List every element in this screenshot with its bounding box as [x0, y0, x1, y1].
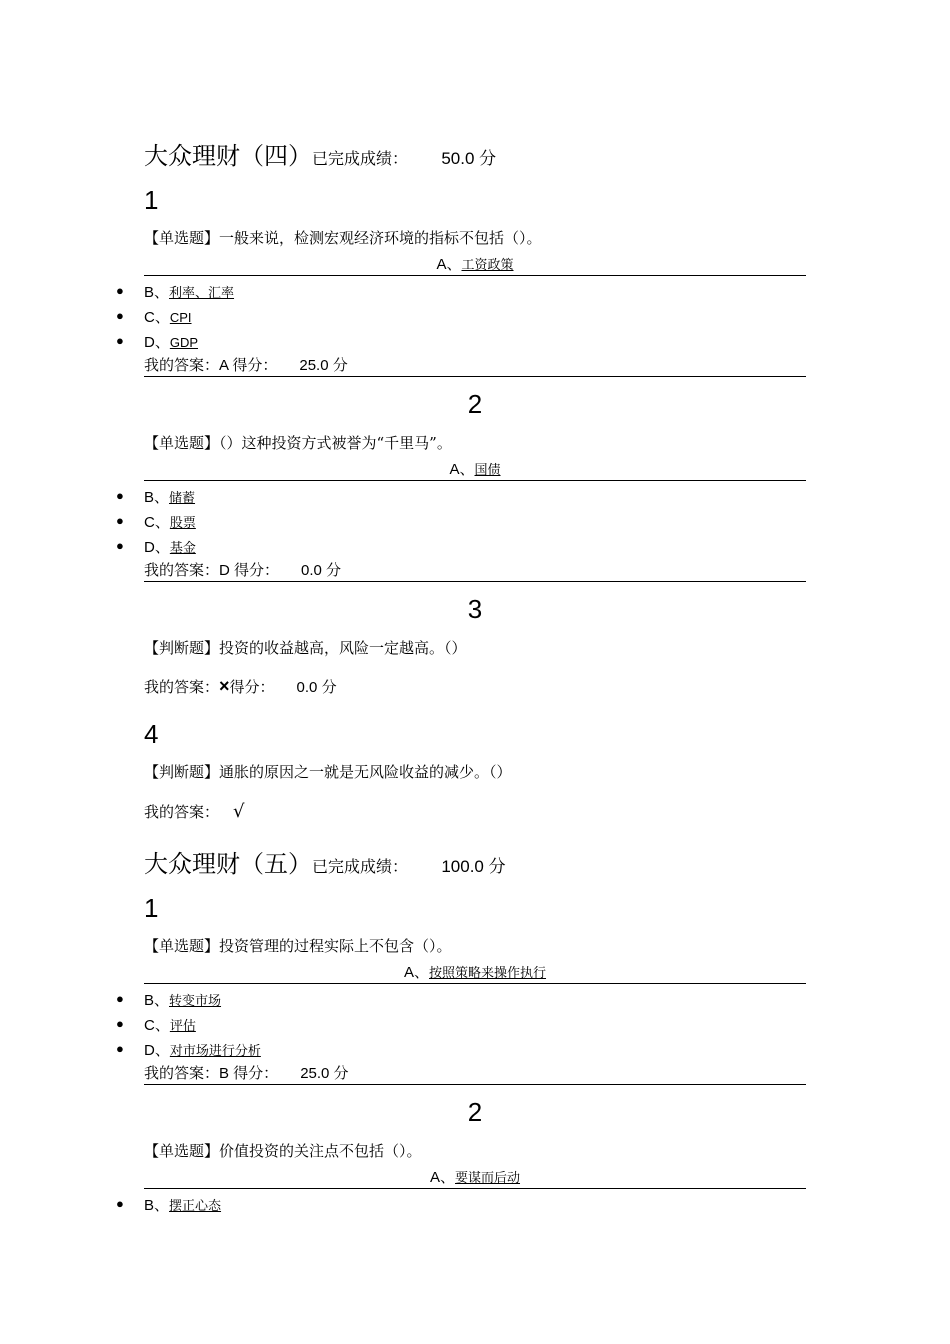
option-d: D、GDP	[144, 334, 199, 351]
question-text: 【单选题】投资管理的过程实际上不包含（）。	[144, 937, 452, 955]
divider	[144, 983, 806, 984]
option-d: D、对市场进行分析	[144, 1042, 261, 1059]
question-number: 3	[467, 594, 483, 624]
my-answer: 我的答案：B 得分： 25.0 分	[144, 1065, 349, 1082]
check-mark-icon: √	[233, 801, 245, 822]
question-text: 【判断题】通胀的原因之一就是无风险收益的减少。（）	[144, 763, 512, 781]
option-a: A、工资政策	[436, 256, 514, 273]
section-title: 大众理财（四）已完成成绩： 50.0 分	[144, 142, 497, 170]
option-b: B、转变市场	[144, 992, 222, 1009]
my-answer: 我的答案：×得分： 0.0 分	[144, 676, 337, 696]
bullet: ●	[116, 1016, 124, 1031]
option-a: A、要谋而后动	[429, 1169, 521, 1186]
bullet: ●	[116, 538, 124, 553]
divider	[144, 376, 806, 377]
bullet: ●	[116, 488, 124, 503]
option-b: B、利率、汇率	[144, 284, 235, 301]
bullet: ●	[116, 308, 124, 323]
bullet: ●	[116, 283, 124, 298]
bullet: ●	[116, 513, 124, 528]
option-c: C、评估	[144, 1017, 196, 1034]
divider	[144, 275, 806, 276]
divider	[144, 1188, 806, 1189]
question-number: 1	[144, 893, 159, 923]
option-c: C、CPI	[144, 309, 192, 326]
question-number: 2	[467, 389, 483, 419]
divider	[144, 480, 806, 481]
question-number: 4	[144, 719, 159, 749]
option-c: C、股票	[144, 514, 196, 531]
divider	[144, 581, 806, 582]
bullet: ●	[116, 991, 124, 1006]
bullet: ●	[116, 1196, 124, 1211]
bullet: ●	[116, 333, 124, 348]
option-b: B、摆正心态	[144, 1197, 222, 1214]
question-number: 1	[144, 185, 159, 215]
question-text: 【单选题】一般来说，检测宏观经济环境的指标不包括（）。	[144, 229, 542, 247]
question-text: 【单选题】（）这种投资方式被誉为“千里马”。	[144, 434, 452, 452]
divider	[144, 1084, 806, 1085]
section-title: 大众理财（五）已完成成绩： 100.0 分	[144, 850, 506, 878]
option-a: A、按照策略来操作执行	[403, 964, 547, 981]
option-a: A、国债	[449, 461, 501, 478]
question-number: 2	[467, 1097, 483, 1127]
my-answer: 我的答案：A 得分： 25.0 分	[144, 357, 348, 374]
option-b: B、储蓄	[144, 489, 196, 506]
my-answer: 我的答案：D 得分： 0.0 分	[144, 562, 342, 579]
my-answer: 我的答案： √	[144, 801, 245, 822]
option-d: D、基金	[144, 539, 196, 556]
wrong-mark-icon: ×	[219, 676, 230, 696]
question-text: 【单选题】价值投资的关注点不包括（）。	[144, 1142, 422, 1160]
section-score: 100.0 分	[441, 857, 506, 876]
question-text: 【判断题】投资的收益越高，风险一定越高。（）	[144, 639, 467, 657]
bullet: ●	[116, 1041, 124, 1056]
section-score: 50.0 分	[441, 149, 497, 168]
